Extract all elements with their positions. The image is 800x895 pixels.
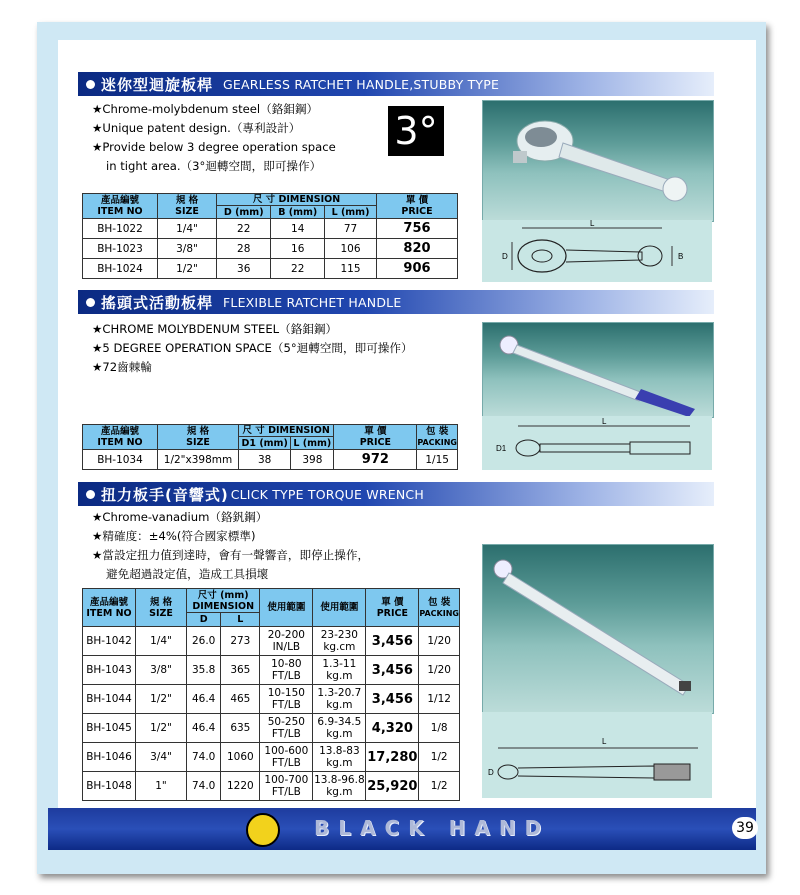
cell-b: 16 [271,239,325,259]
cell-d: 26.0 [187,627,221,656]
feature-list [92,100,336,176]
cell-b: 14 [271,219,325,239]
cell-d: 74.0 [187,772,221,801]
th-size: 規 格 SIZE [158,425,239,450]
cell-size: 3/8" [158,239,217,259]
black-hand-logo-icon [246,813,280,847]
cell-size: 1/2" [136,714,187,743]
ratchet-illustration [483,101,713,221]
table-row [83,239,458,259]
label-l: L [602,417,607,426]
cell-size: 1" [136,772,187,801]
cell-l: 106 [325,239,377,259]
technical-drawing-torque [482,712,712,798]
cell-price: 3,456 [366,685,419,714]
spec-table-gearless [82,193,458,279]
section-header-torque-wrench [78,482,714,506]
label-l: L [590,220,595,228]
footer-bar [48,808,756,850]
flex-ratchet-illustration [483,323,713,417]
table-row [83,450,458,470]
cell-size: 1/2" [136,685,187,714]
cell-item: BH-1022 [83,219,158,239]
th-d1: D1 (mm) [239,437,291,450]
cell-range-1: 50-250 FT/LB [260,714,313,743]
feature-item: ★Provide below 3 degree operation space [92,140,336,154]
cell-range-1: 10-80 FT/LB [260,656,313,685]
dimension-drawing [482,220,712,282]
cell-item: BH-1048 [83,772,136,801]
label-d: D [502,252,508,261]
cell-packing: 1/20 [419,627,460,656]
torque-wrench-illustration [483,545,713,713]
cell-packing: 1/2 [419,772,460,801]
cell-d: 22 [217,219,271,239]
cell-packing: 1/15 [417,450,458,470]
th-packing: 包 裝 PACKING [419,589,460,627]
th-size: 規 格 SIZE [158,194,217,219]
label-b: B [678,252,684,261]
dimension-drawing [482,416,712,470]
cell-packing: 1/12 [419,685,460,714]
cell-price: 25,920 [366,772,419,801]
cell-size: 1/4" [136,627,187,656]
cell-size: 1/2" [158,259,217,279]
feature-item: ★精確度：±4%(符合國家標準) [92,529,256,543]
cell-packing: 1/8 [419,714,460,743]
th-price: 單 價 PRICE [334,425,417,450]
cell-d: 28 [217,239,271,259]
th-range-2: 使用範圍 [313,589,366,627]
cell-range-1: 100-700 FT/LB [260,772,313,801]
cell-range-2: 13.8-96.8 kg.m [313,772,366,801]
cell-price: 4,320 [366,714,419,743]
table-row [83,219,458,239]
table-row [83,627,460,656]
th-b: B (mm) [271,206,325,219]
cell-range-2: 23-230 kg.cm [313,627,366,656]
feature-item: ★Chrome-molybdenum steel（鉻鉬鋼） [92,102,319,116]
dimension-drawing [482,712,712,798]
table-row [83,685,460,714]
label-l: L [602,737,607,746]
th-l: L (mm) [291,437,334,450]
th-d: D [187,613,221,627]
section-header-gearless-ratchet [78,72,714,96]
cell-size: 1/2"x398mm [158,450,239,470]
cell-item: BH-1045 [83,714,136,743]
cell-d: 46.4 [187,714,221,743]
spec-table-torque [82,588,460,801]
th-range-1: 使用範圍 [260,589,313,627]
feature-item: ★Chrome-vanadium（鉻釩鋼） [92,510,268,524]
th-l: L (mm) [325,206,377,219]
cell-l: 77 [325,219,377,239]
th-item: 產品編號 ITEM NO [83,194,158,219]
cell-l: 398 [291,450,334,470]
feature-item: in tight area.（3°迴轉空間，即可操作） [106,159,322,173]
feature-list [92,320,413,377]
cell-range-1: 10-150 FT/LB [260,685,313,714]
cell-l: 465 [221,685,260,714]
cell-price: 3,456 [366,627,419,656]
cell-price: 756 [377,219,458,239]
cell-item: BH-1043 [83,656,136,685]
cell-size: 3/4" [136,743,187,772]
cell-size: 1/4" [158,219,217,239]
product-photo-torque-wrench [482,544,714,714]
cell-range-2: 1.3-11 kg.m [313,656,366,685]
cell-l: 635 [221,714,260,743]
page-number: 39 [732,817,758,839]
feature-item: 避免超過設定值，造成工具損壞 [106,567,269,581]
cell-item: BH-1034 [83,450,158,470]
spec-table-flexible [82,424,458,470]
cell-d: 46.4 [187,685,221,714]
feature-item: ★Unique patent design.（專利設計） [92,121,301,135]
th-item: 產品編號 ITEM NO [83,425,158,450]
technical-drawing-gearless [482,220,712,282]
section-title-en: CLICK TYPE TORQUE WRENCH [230,486,424,502]
label-d1: D1 [496,444,507,453]
degree-badge: 3° [388,106,444,156]
cell-item: BH-1046 [83,743,136,772]
th-item: 產品編號 ITEM NO [83,589,136,627]
table-row [83,259,458,279]
product-photo-flexible-ratchet [482,322,714,418]
feature-list [92,508,369,584]
bullet-dot [86,490,95,499]
section-title-en: FLEXIBLE RATCHET HANDLE [223,294,402,310]
feature-item: ★當設定扭力值到達時，會有一聲響音，即停止操作， [92,548,370,562]
th-price: 單 價 PRICE [366,589,419,627]
section-title-zh: 搖頭式活動板桿 [101,293,214,312]
cell-range-1: 20-200 IN/LB [260,627,313,656]
section-title-en: GEARLESS RATCHET HANDLE,STUBBY TYPE [223,76,500,92]
cell-l: 1220 [221,772,260,801]
feature-item: ★CHROME MOLYBDENUM STEEL（鉻鉬鋼） [92,322,338,336]
th-dimension: 尺 寸 DIMENSION [217,194,377,206]
th-size: 規 格 SIZE [136,589,187,627]
th-price: 單 價 PRICE [377,194,458,219]
cell-d: 74.0 [187,743,221,772]
th-l: L [221,613,260,627]
cell-price: 17,280 [366,743,419,772]
cell-item: BH-1023 [83,239,158,259]
cell-b: 22 [271,259,325,279]
cell-range-1: 100-600 FT/LB [260,743,313,772]
cell-price: 906 [377,259,458,279]
th-d: D (mm) [217,206,271,219]
technical-drawing-flexible [482,416,712,470]
cell-price: 820 [377,239,458,259]
feature-item: ★5 DEGREE OPERATION SPACE（5°迴轉空間，即可操作） [92,341,413,355]
cell-price: 972 [334,450,417,470]
table-row [83,714,460,743]
cell-price: 3,456 [366,656,419,685]
cell-item: BH-1024 [83,259,158,279]
cell-l: 115 [325,259,377,279]
section-title-zh: 迷你型迴旋板桿 [101,75,214,94]
table-row [83,772,460,801]
cell-packing: 1/2 [419,743,460,772]
cell-range-2: 1.3-20.7 kg.m [313,685,366,714]
label-d: D [488,768,494,777]
brand-name: BLACK HAND [314,816,551,840]
cell-l: 365 [221,656,260,685]
bullet-dot [86,80,95,89]
table-row [83,656,460,685]
cell-d: 35.8 [187,656,221,685]
cell-d1: 38 [239,450,291,470]
section-title-zh: 扭力板手(音響式) [101,485,229,504]
th-dimension: 尺寸 (mm) DIMENSION [187,589,260,613]
cell-range-2: 6.9-34.5 kg.m [313,714,366,743]
bullet-dot [86,298,95,307]
cell-d: 36 [217,259,271,279]
cell-size: 3/8" [136,656,187,685]
cell-item: BH-1042 [83,627,136,656]
th-packing: 包 裝 PACKING [417,425,458,450]
cell-range-2: 13.8-83 kg.m [313,743,366,772]
cell-packing: 1/20 [419,656,460,685]
feature-item: ★72齒棘輪 [92,360,152,374]
cell-l: 273 [221,627,260,656]
table-row [83,743,460,772]
th-dimension: 尺 寸 DIMENSION [239,425,334,437]
product-photo-gearless-ratchet [482,100,714,222]
section-header-flexible-ratchet [78,290,714,314]
cell-item: BH-1044 [83,685,136,714]
cell-l: 1060 [221,743,260,772]
